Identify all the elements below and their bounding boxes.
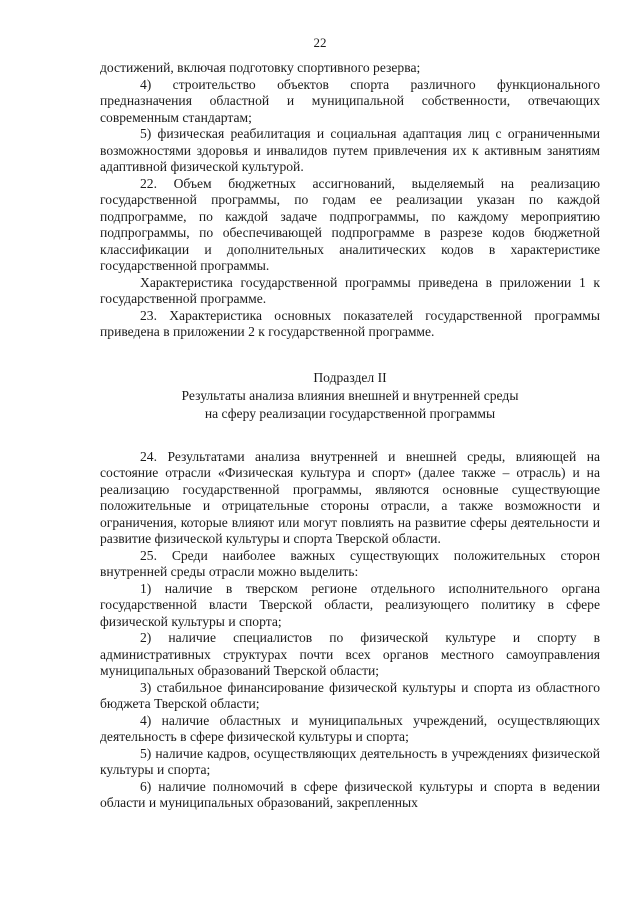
strength-item-3: 3) стабильное финансирование физической культуры и спорта из областного бюджета Тверской области; (100, 679, 600, 711)
strength-item-4: 4) наличие областных и муниципальных учреждений, осуществляющих деятельность в сфере физической культуры и спорта; (100, 712, 600, 744)
paragraph-continuation: достижений, включая подготовку спортивного резерва; (100, 60, 421, 75)
paragraph-23: 23. Характеристика основных показателей государственной программы приведена в приложении 2 к государственной программе. (100, 307, 600, 339)
paragraph-characteristics: Характеристика государственной программы приведена в приложении 1 к государственной программе. (100, 274, 600, 306)
list-item-5: 5) физическая реабилитация и социальная адаптация лиц с ограниченными возможностями здоровья и инвалидов путем привлечения их к активным занятиям адаптивной физической культурой. (100, 126, 600, 174)
paragraph-22: 22. Объем бюджетных ассигнований, выделяемый на реализацию государственной программы, по годам ее реализации указан по каждой подпрограмме, по каждой задаче подпрограммы, по каждому мероприятию подпрограммы, по обеспечивающей подпрограмме в разрезе кодов бюджетной классификации и дополнительных аналитических кодов в характеристике государственной программы. (100, 175, 600, 273)
strength-item-1: 1) наличие в тверском регионе отдельного исполнительного органа государственной власти Тверской области, реализующего политику в сфере физической культуры и спорта; (100, 580, 600, 629)
subsection-title-line-1: Результаты анализа влияния внешней и внутренней среды (181, 387, 519, 403)
document-body (100, 60, 600, 812)
strength-item-6: 6) наличие полномочий в сфере физической культуры и спорта в ведении области и муниципальных образований, закрепленных (100, 778, 600, 810)
subsection-label: Подраздел II (313, 369, 387, 385)
spacer (100, 341, 600, 369)
list-item-4: 4) строительство объектов спорта различного функционального предназначения областной и муниципальной собственности, отвечающих современным стандартам; (100, 76, 600, 125)
spacer (100, 423, 600, 449)
page-number: 22 (313, 35, 327, 50)
strength-item-5: 5) наличие кадров, осуществляющих деятельность в учреждениях физической культуры и спорта; (100, 745, 600, 777)
strength-item-2: 2) наличие специалистов по физической культуре и спорту в административных структурах почти всех органов местного самоуправления муниципальных образований Тверской области; (100, 630, 600, 678)
subsection-title-line-2: на сферу реализации государственной программы (204, 405, 496, 421)
paragraph-25: 25. Среди наиболее важных существующих положительных сторон внутренней среды отрасли можно выделить: (100, 547, 600, 579)
paragraph-24: 24. Результатами анализа внутренней и внешней среды, влияющей на состояние отрасли «Физическая культура и спорт» (далее также – отрасль) и на реализацию государственной программы, являются основные существующие положительные и отрицательные стороны отрасли, а также возможности и ограничения, которые влияют или могут повлиять на развитие сферы деятельности и развитие физической культуры и спорта Тверской области. (100, 448, 600, 546)
